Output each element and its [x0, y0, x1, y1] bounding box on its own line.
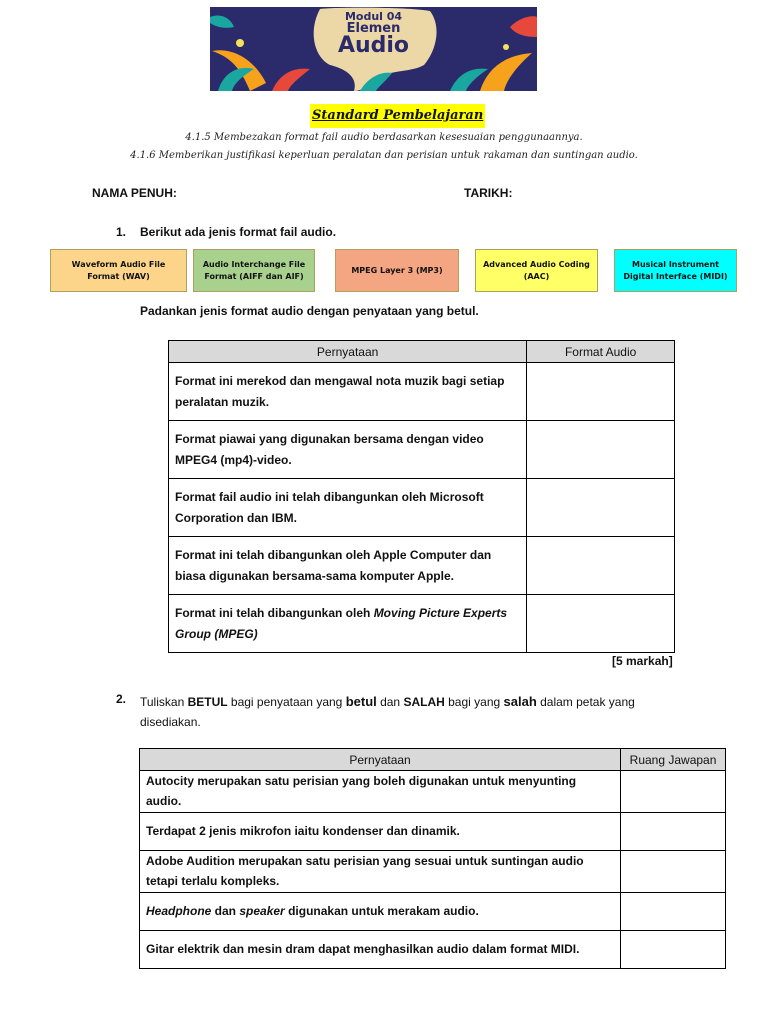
table-header-row: [140, 749, 726, 771]
format-box-line: Audio Interchange File: [202, 259, 306, 269]
question-1-number: 1.: [116, 225, 127, 239]
question-2-prompt: [140, 692, 660, 732]
statement-cell: Terdapat 2 jenis mikrofon iaitu kondenser dan dinamik.: [140, 812, 621, 850]
statement-italic-text: speaker: [239, 903, 285, 918]
format-box-line: Format (WAV): [87, 271, 150, 281]
statement-cell: Gitar elektrik dan mesin dram dapat menghasilkan audio dalam format MIDI.: [140, 930, 621, 968]
prompt-text: bagi penyataan yang: [227, 695, 346, 709]
table-row: [169, 595, 675, 653]
table-row: [169, 421, 675, 479]
date-field-label: TARIKH:: [464, 186, 513, 200]
answer-cell[interactable]: [527, 537, 675, 595]
statement-cell: Format ini telah dibangunkan oleh Apple Computer dan biasa digunakan bersama-sama komputer Apple.: [169, 537, 527, 595]
prompt-text: dan: [376, 695, 404, 709]
answer-cell[interactable]: [527, 363, 675, 421]
prompt-text: Tuliskan: [140, 695, 188, 709]
standard-title: Standard Pembelajaran: [310, 104, 485, 128]
format-box-line: Format (AIFF dan AIF): [204, 271, 304, 281]
column-header: Format Audio: [527, 341, 675, 363]
banner-line-2: Elemen: [346, 21, 401, 36]
standard-line-2: 4.1.6 Memberikan justifikasi keperluan peralatan dan perisian untuk rakaman dan suntingan audio.: [130, 150, 638, 161]
answer-cell[interactable]: [527, 421, 675, 479]
format-box-aac: [475, 249, 598, 292]
statement-italic-text: Moving Picture Experts Group (MPEG): [175, 606, 508, 641]
table-row: [169, 537, 675, 595]
table-header-row: [169, 341, 675, 363]
table-row: [140, 850, 726, 892]
prompt-bold-text: BETUL: [187, 695, 228, 709]
prompt-bold-text: betul: [345, 694, 377, 709]
table-row: [169, 479, 675, 537]
statement-text: dan: [211, 903, 240, 918]
statement-cell: [140, 892, 621, 930]
format-box-aiff: [193, 249, 315, 292]
statement-cell: Format piawai yang digunakan bersama dengan video MPEG4 (mp4)-video.: [169, 421, 527, 479]
question-2-number: 2.: [116, 692, 127, 706]
answer-cell[interactable]: [621, 812, 726, 850]
format-box-line: MPEG Layer 3 (MP3): [351, 265, 443, 275]
table-row: [140, 812, 726, 850]
format-box-line: (AAC): [523, 271, 550, 281]
module-banner: [210, 7, 537, 91]
question-1-prompt: Berikut ada jenis format fail audio.: [140, 225, 337, 239]
format-box-wav: [50, 249, 187, 292]
statement-cell: Format fail audio ini telah dibangunkan oleh Microsoft Corporation dan IBM.: [169, 479, 527, 537]
prompt-bold-text: SALAH: [403, 695, 445, 709]
table-row: [140, 892, 726, 930]
prompt-text: bagi yang: [444, 695, 504, 709]
answer-cell[interactable]: [527, 479, 675, 537]
table-row: [140, 771, 726, 813]
answer-cell[interactable]: [621, 850, 726, 892]
statement-text: Format ini telah dibangunkan oleh: [175, 606, 374, 621]
table-row: [169, 363, 675, 421]
marks-label: [5 markah]: [612, 654, 673, 668]
prompt-bold-text: salah: [503, 694, 537, 709]
statement-cell: Autocity merupakan satu perisian yang boleh digunakan untuk menyunting audio.: [140, 771, 621, 813]
format-box-mp3: [335, 249, 459, 292]
statement-italic-text: Headphone: [146, 903, 212, 918]
answer-cell[interactable]: [621, 892, 726, 930]
format-box-line: Digital Interface (MIDI): [623, 271, 728, 281]
statement-cell: Format ini merekod dan mengawal nota muzik bagi setiap peralatan muzik.: [169, 363, 527, 421]
standard-line-1: 4.1.5 Membezakan format fail audio berdasarkan kesesuaian penggunaannya.: [185, 132, 583, 143]
column-header: Pernyataan: [140, 749, 621, 771]
answer-cell[interactable]: [527, 595, 675, 653]
format-matching-table: [168, 340, 675, 653]
statement-cell: Adobe Audition merupakan satu perisian yang sesuai untuk suntingan audio tetapi terlalu kompleks.: [140, 850, 621, 892]
statement-cell: [169, 595, 527, 653]
true-false-table: [139, 748, 726, 969]
statement-text: digunakan untuk merakam audio.: [284, 903, 479, 918]
format-box-midi: [614, 249, 737, 292]
answer-cell[interactable]: [621, 771, 726, 813]
column-header: Ruang Jawapan: [621, 749, 726, 771]
format-box-line: Musical Instrument: [631, 259, 719, 269]
banner-title: [210, 11, 537, 57]
format-box-line: Advanced Audio Coding: [483, 259, 590, 269]
column-header: Pernyataan: [169, 341, 527, 363]
name-field-label: NAMA PENUH:: [92, 186, 177, 200]
format-box-line: Waveform Audio File: [71, 259, 166, 269]
answer-cell[interactable]: [621, 930, 726, 968]
question-1-instruction: Padankan jenis format audio dengan penyataan yang betul.: [140, 304, 479, 318]
table-row: [140, 930, 726, 968]
banner-line-3: Audio: [337, 33, 410, 58]
banner-line-1: Modul 04: [344, 10, 403, 23]
prompt-text: dalam petak yang disediakan.: [140, 695, 635, 729]
